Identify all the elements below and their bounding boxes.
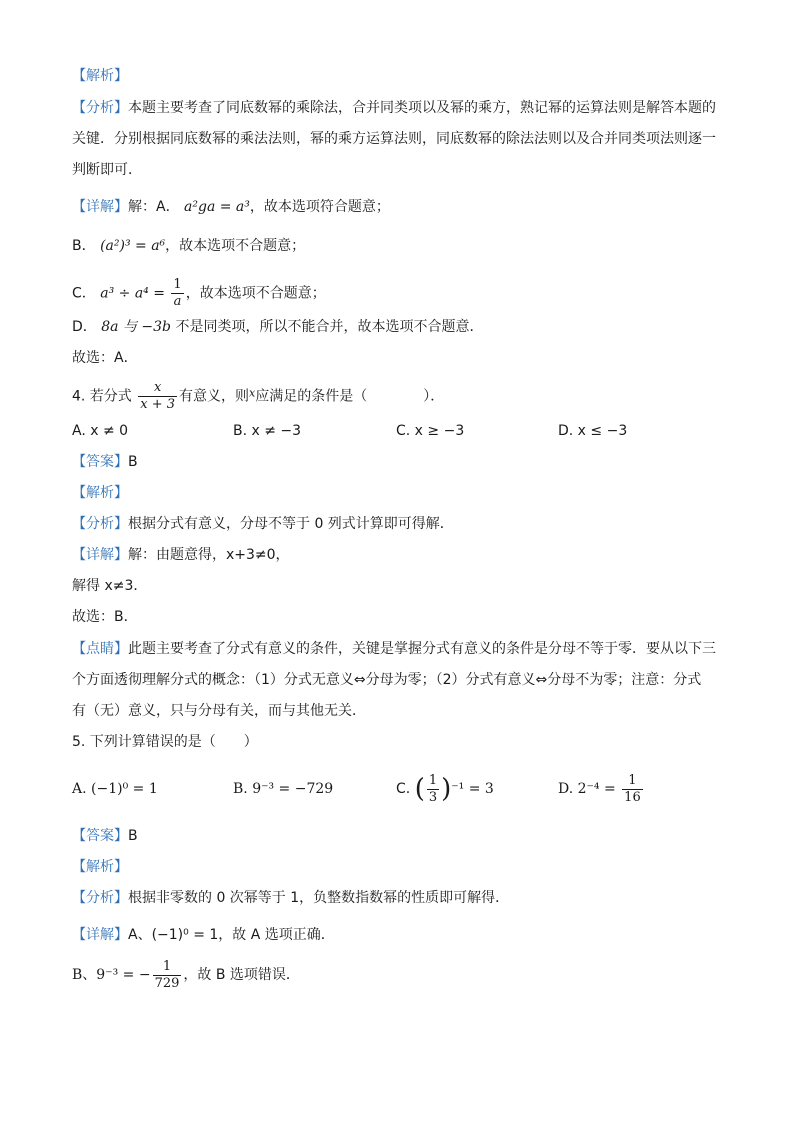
q5-option-c-label: C. <box>396 781 411 797</box>
fenxi-tag: 【分析】 <box>72 890 128 906</box>
fraction-denominator: 16 <box>624 789 641 805</box>
fraction-denominator: a <box>173 294 182 309</box>
fenxi-tag: 【分析】 <box>72 100 128 116</box>
q5-detail-line <box>72 925 335 945</box>
q4-detail-text: 解：由题意得，x+3≠0， <box>128 547 290 563</box>
fraction-numerator: 1 <box>153 959 182 976</box>
q4-variable: x <box>249 386 256 400</box>
q5-answer-line <box>72 826 138 846</box>
detail-b-suffix: ，故本选项不合题意； <box>165 238 306 254</box>
fraction-denominator: 729 <box>154 975 180 991</box>
detail-c-prefix: C． <box>72 285 96 302</box>
detail-b-formula: (a²)³ = a⁶ <box>100 238 166 254</box>
left-paren: ( <box>414 774 425 804</box>
q4-choice-line: 故选：B． <box>72 609 138 625</box>
q4-option-d: D. x ≤ −3 <box>558 423 628 439</box>
q4-answer: B <box>128 454 138 470</box>
detail-c-formula: a³ ÷ a⁴ = <box>100 285 165 302</box>
analysis-text-1: 本题主要考查了同底数幂的乘除法，合并同类项以及幂的乘方，熟记幂的运算法则是解答本题的 <box>128 100 716 116</box>
q4-solve-line: 解得 x≠3． <box>72 578 148 594</box>
jiexi-tag: 【解析】 <box>72 485 128 501</box>
fraction-numerator: x <box>138 380 177 397</box>
q4-option-a: A. x ≠ 0 <box>72 423 129 439</box>
jiexi-tag: 【解析】 <box>72 68 128 84</box>
q4-option-c: C. x ≥ −3 <box>396 423 465 439</box>
q4-answer-line <box>72 452 138 472</box>
q5-option-a-text: A. (−1)⁰ = 1 <box>72 781 158 797</box>
xiangjie-tag: 【详解】 <box>72 547 128 563</box>
xiangjie-tag: 【详解】 <box>72 199 128 215</box>
detail-line-c <box>72 277 326 310</box>
q5-detail-text: A、(−1)⁰ = 1，故 A 选项正确． <box>128 927 335 943</box>
q4-fraction <box>138 380 177 413</box>
detail-line-a <box>72 197 390 217</box>
analysis-line-2: 关键．分别根据同底数幂的乘法法则，幂的乘方运算法则，同底数幂的除法法则以及合并同类项法则逐一 <box>72 131 716 147</box>
answer-tag: 【答案】 <box>72 828 128 844</box>
q4-prefix: 4. 若分式 <box>72 388 132 405</box>
q4-middle: 有意义，则 <box>179 388 250 405</box>
fraction-denominator: x + 3 <box>140 397 176 412</box>
detail-d-prefix: D． <box>72 319 97 335</box>
q5-jiexi-heading <box>72 857 128 877</box>
q5-option-c <box>396 770 494 808</box>
jiexi-tag: 【解析】 <box>72 859 128 875</box>
q4-remark-line-1 <box>72 639 716 659</box>
detail-d-suffix: 不是同类项，所以不能合并，故本选项不合题意． <box>175 319 484 335</box>
detail-c-suffix: ，故本选项不合题意； <box>185 285 326 302</box>
q4-detail-line <box>72 545 290 565</box>
q4-analysis-line <box>72 514 454 534</box>
q4-remark-line-2: 个方面透彻理解分式的概念：（1）分式无意义⇔分母为零；（2）分式有意义⇔分母不为零；注意：分式 <box>72 672 702 688</box>
q5-detail-b-line <box>72 958 300 992</box>
q5-option-c-result: ⁻¹ = 3 <box>451 781 494 797</box>
q5-detail-b-fraction <box>153 959 182 992</box>
choice-line-q3: 故选：A． <box>72 350 138 366</box>
fraction-numerator: 1 <box>173 277 182 292</box>
detail-c-fraction <box>171 277 183 310</box>
detail-b-prefix: B． <box>72 238 96 254</box>
q5-option-c-fraction <box>427 773 439 806</box>
q5-option-d <box>558 770 645 808</box>
dianjing-tag: 【点睛】 <box>72 641 128 657</box>
fraction-numerator: 1 <box>428 772 438 788</box>
q5-answer: B <box>128 828 138 844</box>
detail-line-b <box>72 236 305 256</box>
q4-jiexi-heading <box>72 483 128 503</box>
detail-a-formula: a²ga = a³ <box>184 199 250 215</box>
section-jiexi-heading <box>72 66 128 86</box>
detail-a-suffix: ，故本选项符合题意； <box>249 199 390 215</box>
q5-option-b-text: B. 9⁻³ = −729 <box>233 781 334 797</box>
q4-remark-line-3: 有（无）意义，只与分母有关，而与其他无关． <box>72 703 366 719</box>
fenxi-tag: 【分析】 <box>72 516 128 532</box>
detail-line-d <box>72 317 483 337</box>
xiangjie-tag: 【详解】 <box>72 927 128 943</box>
detail-d-formula: 8a 与 −3b <box>101 319 171 335</box>
answer-tag: 【答案】 <box>72 454 128 470</box>
fraction-denominator: 3 <box>428 789 438 805</box>
q5-option-d-text: D. 2⁻⁴ = <box>558 781 616 797</box>
question-5-stem: 5. 下列计算错误的是（ ） <box>72 734 258 750</box>
question-4-stem <box>72 380 444 413</box>
q5-analysis-text: 根据非零数的 0 次幂等于 1，负整数指数幂的性质即可解得． <box>128 890 510 906</box>
analysis-line-1 <box>72 98 716 118</box>
q4-remark-text-1: 此题主要考查了分式有意义的条件，关键是掌握分式有意义的条件是分母不等于零．要从以下三 <box>128 641 716 657</box>
q5-detail-b-prefix: B、9⁻³ = − <box>72 967 151 983</box>
q5-detail-b-suffix: ，故 B 选项错误． <box>183 967 300 983</box>
q4-suffix: 应满足的条件是（ ）． <box>255 388 445 405</box>
detail-a-prefix: 解：A． <box>128 199 180 215</box>
q4-option-b: B. x ≠ −3 <box>233 423 302 439</box>
q4-analysis-text: 根据分式有意义，分母不等于 0 列式计算即可得解． <box>128 516 454 532</box>
q5-option-d-fraction <box>622 773 643 806</box>
q5-option-a <box>72 779 158 799</box>
q5-option-b <box>233 779 333 799</box>
right-paren: ) <box>441 774 452 804</box>
fraction-numerator: 1 <box>622 773 643 790</box>
analysis-line-3: 判断即可． <box>72 162 142 178</box>
q5-analysis-line <box>72 888 509 908</box>
